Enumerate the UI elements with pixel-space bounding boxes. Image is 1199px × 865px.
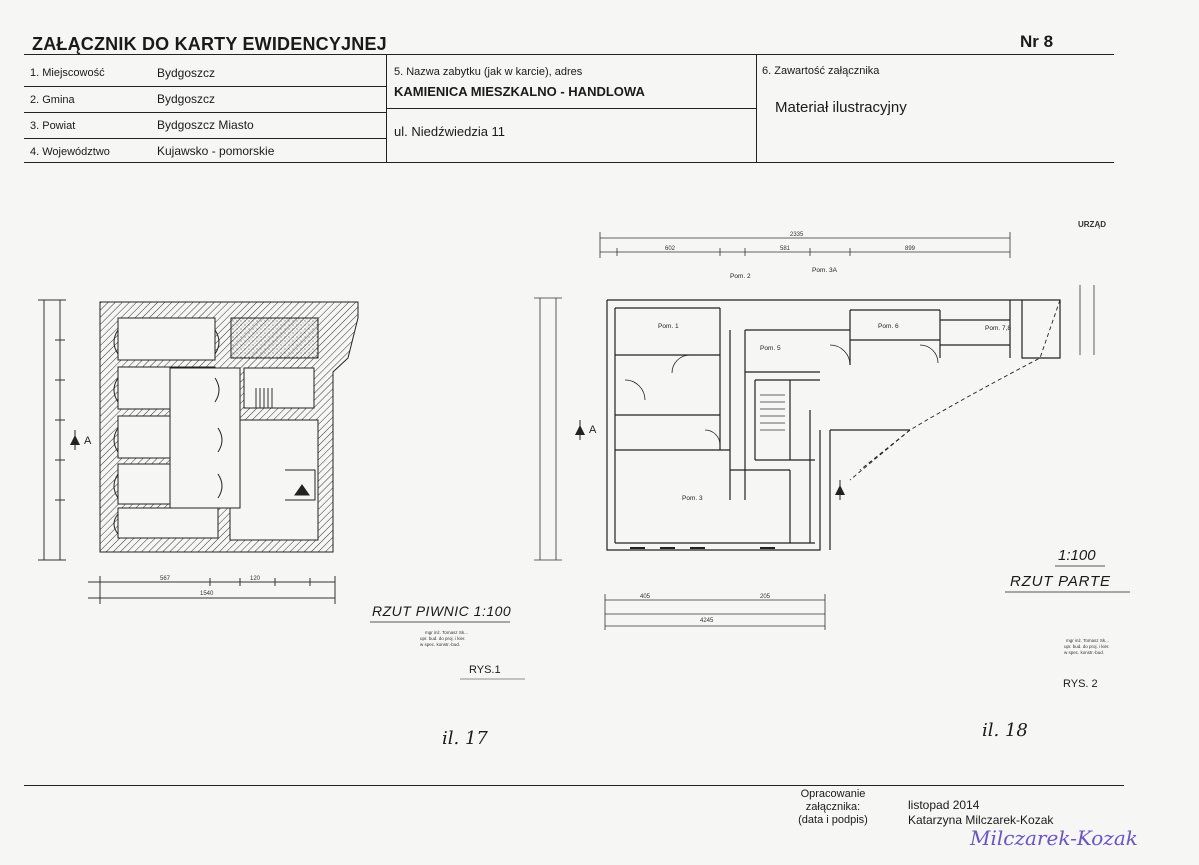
ground-illustration-number: il. 18 [982, 720, 1028, 741]
svg-text:899: 899 [905, 246, 916, 252]
adres-value: ul. Niedźwiedzia 11 [394, 124, 506, 139]
handwritten-signature: Milczarek-Kozak [970, 826, 1138, 850]
cellar-illustration-number: il. 17 [442, 728, 488, 749]
ground-section-label: A [589, 424, 597, 436]
svg-text:1540: 1540 [200, 591, 214, 597]
svg-text:Pom. 2: Pom. 2 [730, 273, 751, 280]
svg-text:Pom. 1: Pom. 1 [658, 323, 679, 330]
opracowanie-label-line-2: załącznika: [805, 801, 861, 813]
ground-plan-scale: 1:100 [1058, 547, 1096, 564]
svg-text:upr. bud. do proj. i kier.: upr. bud. do proj. i kier. [1064, 644, 1110, 649]
svg-text:mgr inż. Tomasz Sk...: mgr inż. Tomasz Sk... [425, 630, 468, 635]
nazwa-label: 5. Nazwa zabytku (jak w karcie), adres [394, 66, 583, 78]
svg-text:205: 205 [760, 594, 771, 600]
zawartosc-label: 6. Zawartość załącznika [762, 65, 880, 77]
svg-text:581: 581 [780, 246, 791, 252]
svg-text:upr. bud. do proj. i kier.: upr. bud. do proj. i kier. [420, 636, 466, 641]
zawartosc-value: Materiał ilustracyjny [775, 99, 907, 116]
gmina-value: Bydgoszcz [157, 92, 216, 106]
miejscowosc-label: 1. Miejscowość [30, 67, 105, 79]
cellar-plan-caption: RZUT PIWNIC 1:100 [372, 603, 512, 619]
svg-text:mgr inż. Tomasz Sk...: mgr inż. Tomasz Sk... [1066, 638, 1109, 643]
stamp-small [420, 630, 1110, 655]
svg-text:Pom. 3A: Pom. 3A [812, 267, 837, 274]
ground-floor-dimensions [534, 232, 1094, 630]
svg-text:2335: 2335 [790, 232, 804, 238]
wojewodztwo-label: 4. Województwo [30, 146, 110, 158]
powiat-value: Bydgoszcz Miasto [157, 118, 254, 132]
powiat-label: 3. Powiat [30, 120, 76, 132]
footer-date: listopad 2014 [908, 798, 980, 812]
document-number: Nr 8 [1020, 32, 1054, 51]
cellar-plan [100, 302, 358, 552]
office-stamp: URZĄD [1078, 220, 1106, 229]
svg-text:567: 567 [160, 576, 171, 582]
cellar-section-label: A [84, 435, 92, 447]
ground-floor-plan [607, 300, 1060, 550]
ground-plan-caption: RZUT PARTE [1010, 573, 1111, 590]
ground-rys-label: RYS. 2 [1063, 678, 1098, 690]
svg-text:Pom. 3: Pom. 3 [682, 495, 703, 502]
wojewodztwo-value: Kujawsko - pomorskie [157, 144, 275, 158]
gmina-label: 2. Gmina [30, 94, 75, 106]
opracowanie-label-line-1: Opracowanie [800, 788, 866, 800]
svg-text:120: 120 [250, 576, 261, 582]
svg-text:405: 405 [640, 594, 651, 600]
footer-rule [24, 785, 1124, 786]
cellar-section-marker [70, 430, 80, 450]
svg-text:Pom. 5: Pom. 5 [760, 345, 781, 352]
room-labels [658, 267, 1011, 502]
svg-text:w spec. konstr.-bud.: w spec. konstr.-bud. [1064, 650, 1105, 655]
svg-text:w spec. konstr.-bud.: w spec. konstr.-bud. [420, 642, 461, 647]
svg-text:602: 602 [665, 246, 676, 252]
cellar-rys-label: RYS.1 [469, 664, 501, 676]
svg-text:4245: 4245 [700, 618, 714, 624]
opracowanie-label [798, 788, 868, 827]
miejscowosc-value: Bydgoszcz [157, 66, 216, 80]
opracowanie-label-line-3: (data i podpis) [798, 814, 868, 826]
svg-text:Pom. 7,8: Pom. 7,8 [985, 325, 1012, 332]
svg-text:Pom. 6: Pom. 6 [878, 323, 899, 330]
nazwa-value: KAMIENICA MIESZKALNO - HANDLOWA [394, 84, 645, 99]
footer-author: Katarzyna Milczarek-Kozak [908, 813, 1054, 827]
document-title: ZAŁĄCZNIK DO KARTY EWIDENCYJNEJ [32, 34, 387, 54]
